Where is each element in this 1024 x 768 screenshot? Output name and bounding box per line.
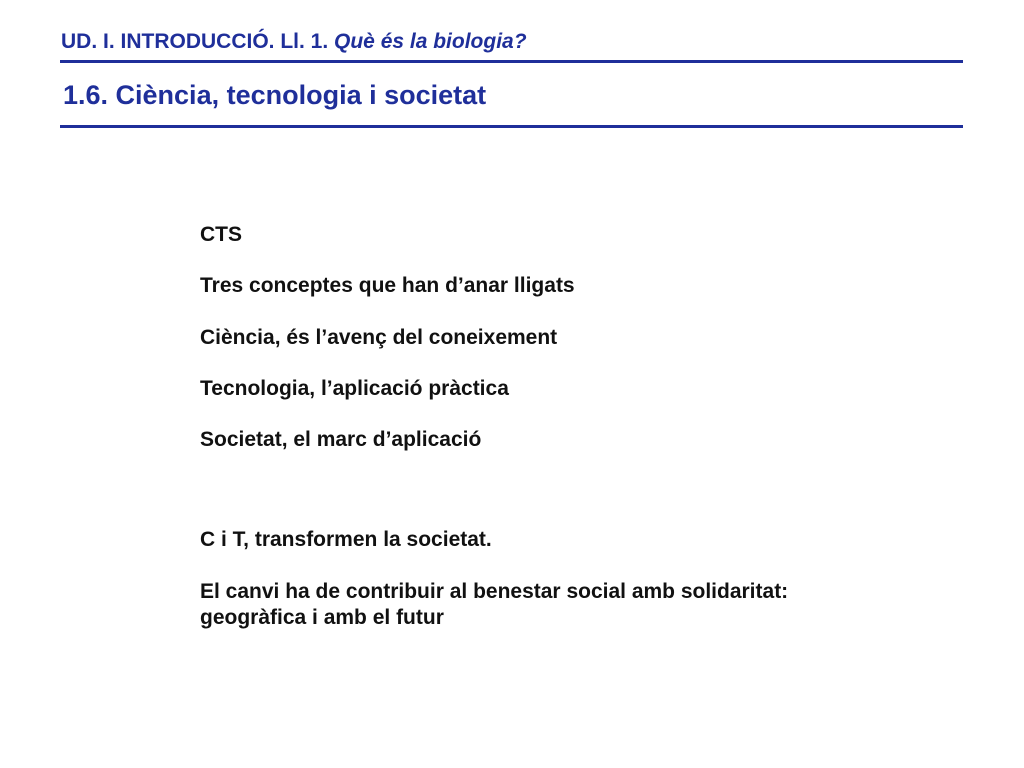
unit-header [61, 30, 527, 54]
body-heading: CTS [200, 223, 242, 246]
body-line-society: Societat, el marc d’aplicació [200, 428, 482, 451]
unit-question: Què és la biologia? [334, 30, 527, 53]
body-conclusion: C i T, transformen la societat. [200, 528, 492, 552]
slide-body [200, 222, 800, 631]
body-line-science: Ciència, és l’avenç del coneixement [200, 325, 558, 349]
body-conclusion-detail: El canvi ha de contribuir al benestar social amb solidaritat: geogràfica i amb el futur [200, 579, 789, 629]
unit-label: UD. I. INTRODUCCIÓ. Ll. 1. [61, 30, 335, 53]
body-line-concepts: Tres conceptes que han d’anar lligats [200, 274, 575, 298]
body-line-technology: Tecnologia, l’aplicació pràctica [200, 376, 509, 400]
header-divider-bottom [60, 125, 963, 128]
section-title: 1.6. Ciència, tecnologia i societat [63, 80, 487, 110]
header-divider-top [60, 60, 963, 63]
